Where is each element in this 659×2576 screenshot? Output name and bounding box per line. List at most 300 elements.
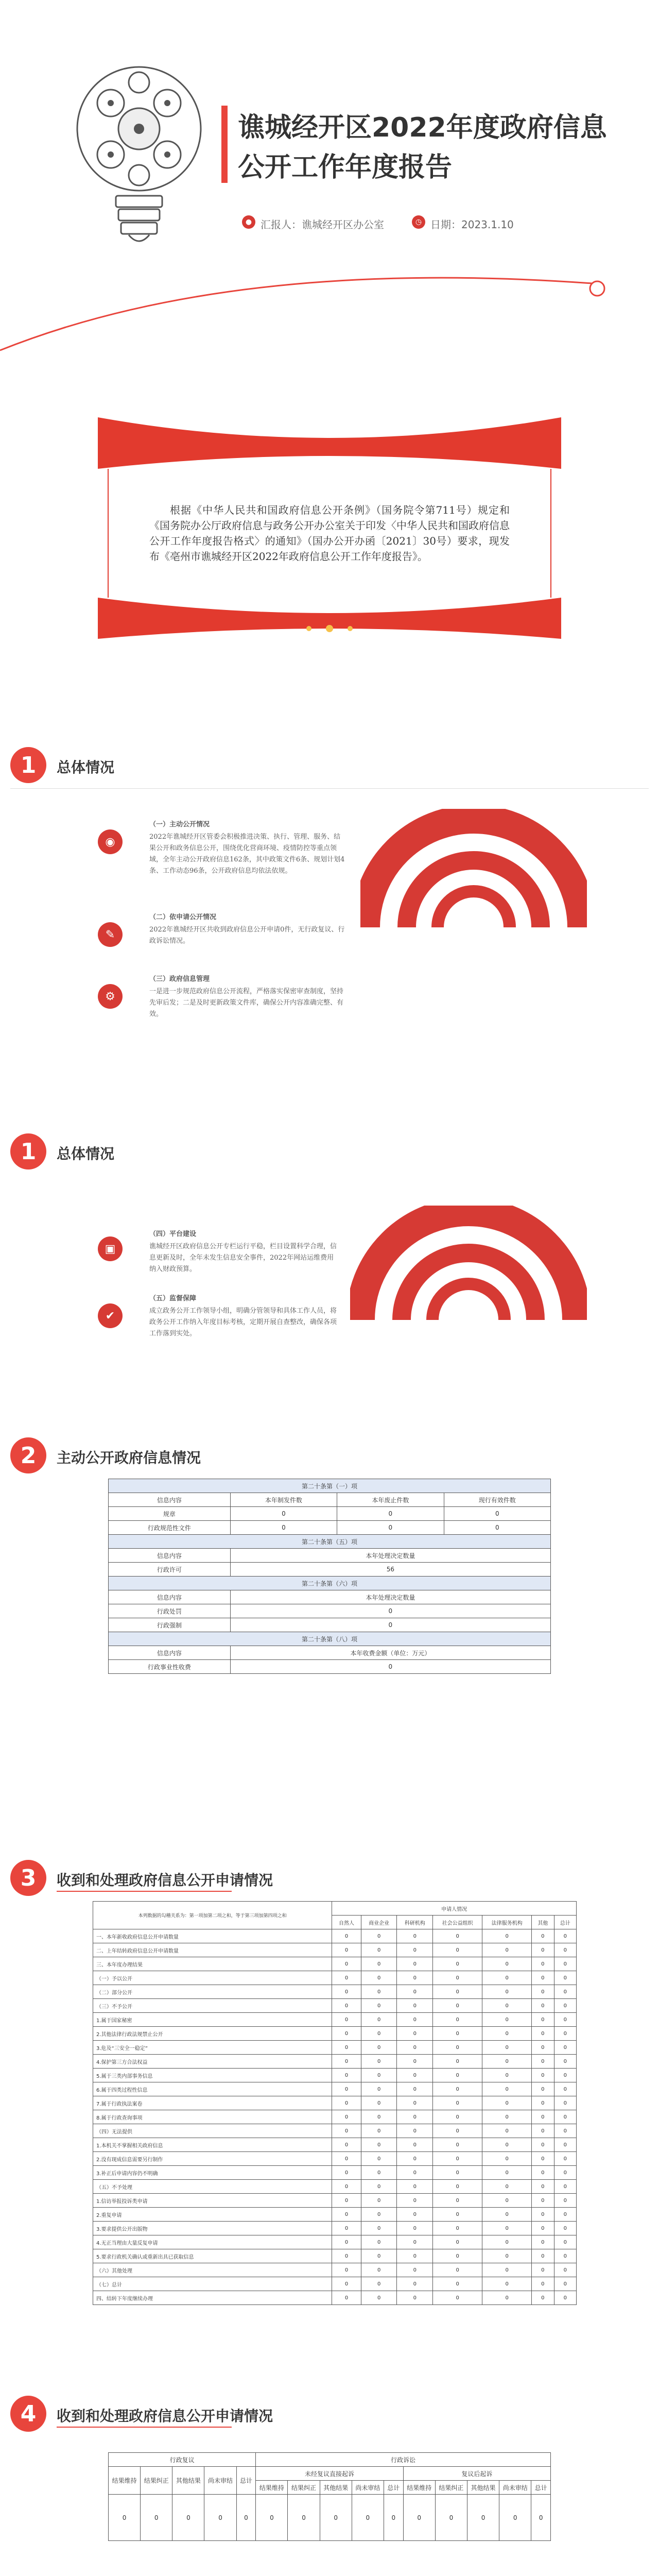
s3-cell: 0 [433,2194,482,2208]
s3-cell: 0 [397,2096,433,2110]
s3-cell: 0 [433,1999,482,2013]
s3-cell: 0 [554,2082,576,2096]
s3-cell: 0 [532,2263,554,2277]
s3-cell: 0 [554,1985,576,1999]
s3-cell: 0 [554,2277,576,2291]
s3-cell: 0 [554,2041,576,2055]
s2-r1-1-2: 0 [337,1521,444,1535]
s3-cell: 0 [397,2263,433,2277]
s3-cell: 0 [332,1943,361,1957]
s3-cell: 0 [532,1985,554,1999]
s3-cell: 0 [361,2235,397,2249]
s3-cell: 0 [361,2277,397,2291]
s3-cell: 0 [554,2180,576,2194]
s3-row-label: 1.属于国家秘密 [93,2013,332,2027]
s3-cell: 0 [361,2055,397,2069]
s3-cell: 0 [482,2027,532,2041]
s3-cell: 0 [397,1999,433,2013]
s2-r1-0-1: 0 [230,1507,337,1521]
s3-cell: 0 [361,2263,397,2277]
s3-cell: 0 [397,1943,433,1957]
section3-rule [57,1891,232,1892]
s2-r1-0-3: 0 [444,1507,550,1521]
s3-cell: 0 [482,2013,532,2027]
s3-cell: 0 [332,1985,361,1999]
s3-cell: 0 [433,2277,482,2291]
table-row [93,2069,577,2082]
s4-cell: 0 [384,2495,403,2541]
s3-cell: 0 [397,2110,433,2124]
s1b-p1-head: （四）平台建设 [149,1230,197,1238]
s3-cell: 0 [332,2082,361,2096]
s3-cell: 0 [433,2110,482,2124]
apply-icon: ✎ [98,922,123,947]
s3-cell: 0 [397,2249,433,2263]
clock-icon: ◷ [412,215,425,229]
s3-cell: 0 [433,2013,482,2027]
table-row [93,2277,577,2291]
s3-cell: 0 [482,2263,532,2277]
s1-p2-body: 2022年谯城经开区共收到政府信息公开申请0件，无行政复议、行政诉讼情况。 [149,926,345,945]
s3-cell: 0 [361,2110,397,2124]
s3-col-3: 社会公益组织 [433,1916,482,1929]
s4-cell: 0 [320,2495,352,2541]
s3-row-label: 1.本机关不掌握相关政府信息 [93,2138,332,2152]
s3-cell: 0 [554,1971,576,1985]
table-row [93,2263,577,2277]
s3-row-label: （七）总计 [93,2277,332,2291]
s1-p3-body: 一是进一步规范政府信息公开流程，严格落实保密审查制度，坚持先审后发；二是及时更新政策文件库，确保公开内容准确完整、有效。 [149,988,344,1018]
s3-cell: 0 [433,1943,482,1957]
s3-cell: 0 [361,1943,397,1957]
s3-cell: 0 [554,2055,576,2069]
s3-cell: 0 [482,2194,532,2208]
s3-cell: 0 [397,2222,433,2235]
s3-cell: 0 [433,2235,482,2249]
cover-reporter: 汇报人：谯城经开区办公室 [261,218,384,231]
s3-cell: 0 [482,1971,532,1985]
s3-cell: 0 [532,1929,554,1943]
s2-h2-1: 本年处理决定数量 [230,1549,550,1563]
s3-cell: 0 [554,2194,576,2208]
s3-row-label: 7.属于行政执法案卷 [93,2096,332,2110]
s3-cell: 0 [482,2235,532,2249]
cover-title-line2: 公开工作年度报告 [238,152,453,183]
s3-cell: 0 [433,2082,482,2096]
s3-cell: 0 [397,2027,433,2041]
s4-g1-sub2: 其他结果 [172,2467,204,2495]
s4-g1: 行政复议 [109,2453,256,2467]
s3-cell: 0 [532,2152,554,2166]
s4-g1-sub3: 尚未审结 [204,2467,236,2495]
s3-cell: 0 [554,1999,576,2013]
s2-r4-0-0: 行政事业性收费 [109,1660,231,1674]
s3-cell: 0 [554,1929,576,1943]
s3-cell: 0 [332,1999,361,2013]
s3-cell: 0 [554,2166,576,2180]
s3-cell: 0 [433,2180,482,2194]
s3-cell: 0 [361,1929,397,1943]
s3-table [93,1901,577,2305]
s3-cell: 0 [332,2124,361,2138]
s3-cell: 0 [433,1971,482,1985]
s3-cell: 0 [332,2096,361,2110]
s3-cell: 0 [332,2055,361,2069]
s3-cell: 0 [332,2208,361,2222]
s3-cell: 0 [361,2166,397,2180]
s3-cell: 0 [361,1971,397,1985]
s3-cell: 0 [532,1957,554,1971]
s3-cell: 0 [482,1985,532,1999]
s2-h1-1: 本年制发件数 [230,1493,337,1507]
s3-cell: 0 [332,1971,361,1985]
s3-cell: 0 [361,2152,397,2166]
s3-row-label: 2.重复申请 [93,2208,332,2222]
s3-cell: 0 [397,2124,433,2138]
s1-p3-head: （三）政府信息管理 [149,975,210,983]
s3-row-label: （六）其他处理 [93,2263,332,2277]
s3-cell: 0 [532,2096,554,2110]
s3-cell: 0 [532,2055,554,2069]
s3-cell: 0 [332,2180,361,2194]
s3-cell: 0 [433,2166,482,2180]
s3-cell: 0 [361,1957,397,1971]
s3-cell: 0 [482,2222,532,2235]
s3-cell: 0 [361,2194,397,2208]
table-row [93,1957,577,1971]
table-row [93,2166,577,2180]
s4-g2a-sub1: 结果纠正 [288,2481,320,2495]
s2-h4-0: 信息内容 [109,1646,231,1660]
s2-r3-1-0: 行政强制 [109,1618,231,1632]
s2-r1-1-1: 0 [230,1521,337,1535]
manage-icon: ⚙ [98,984,123,1009]
s3-cell: 0 [397,2180,433,2194]
s3-cell: 0 [532,2277,554,2291]
s3-cell: 0 [554,2235,576,2249]
s3-cell: 0 [361,2096,397,2110]
s3-cell: 0 [532,2069,554,2082]
table-row [93,2152,577,2166]
s4-g2b: 复议后起诉 [403,2467,550,2481]
s3-cell: 0 [433,1957,482,1971]
s2-band3: 第二十条第（六）项 [109,1577,551,1590]
s2-band2: 第二十条第（五）项 [109,1535,551,1549]
s3-cell: 0 [361,2222,397,2235]
s3-cell: 0 [332,2263,361,2277]
section4-number: 4 [10,2396,46,2432]
s3-cell: 0 [361,1985,397,1999]
s3-col-0: 自然人 [332,1916,361,1929]
s3-cell: 0 [482,2110,532,2124]
s2-r3-0-1: 0 [230,1604,550,1618]
s2-r1-1-0: 行政规范性文件 [109,1521,231,1535]
s3-cell: 0 [532,2291,554,2305]
scroll-section [0,371,659,701]
s3-cell: 0 [554,2027,576,2041]
s3-cell: 0 [397,2277,433,2291]
s1-p1-head: （一）主动公开情况 [149,821,210,828]
s4-g2b-sub4: 总计 [531,2481,551,2495]
s3-cell: 0 [397,2291,433,2305]
s4-cell: 0 [256,2495,288,2541]
s3-cell: 0 [332,2041,361,2055]
s2-r1-0-2: 0 [337,1507,444,1521]
s1b-p2-body: 成立政务公开工作领导小组，明确分管领导和具体工作人员，将政务公开工作纳入年度目标考核，定期开展自查整改，确保各项工作落到实处。 [149,1307,337,1337]
s3-row-label: 二、上年结转政府信息公开申请数量 [93,1943,332,1957]
s4-g2b-sub0: 结果维持 [403,2481,435,2495]
s3-cell: 0 [397,2041,433,2055]
s3-cell: 0 [532,1943,554,1957]
s3-cell: 0 [433,2249,482,2263]
s3-cell: 0 [361,2013,397,2027]
table-row [93,2041,577,2055]
s3-row-label: 4.保护第三方合法权益 [93,2055,332,2069]
s3-cell: 0 [433,2208,482,2222]
s3-cell: 0 [433,2138,482,2152]
s3-cell: 0 [554,1957,576,1971]
table-row [93,2180,577,2194]
s3-cell: 0 [532,2235,554,2249]
s3-cell: 0 [482,1929,532,1943]
s3-cell: 0 [532,2249,554,2263]
s3-cell: 0 [482,2249,532,2263]
s3-cell: 0 [332,2138,361,2152]
s3-row-label: 3.要求提供公开出版物 [93,2222,332,2235]
s3-cell: 0 [532,1999,554,2013]
s3-applicant-head: 申请人情况 [332,1902,577,1916]
s3-cell: 0 [332,2291,361,2305]
s4-cell: 0 [172,2495,204,2541]
s3-cell: 0 [397,2152,433,2166]
s3-cell: 0 [532,2082,554,2096]
s3-cell: 0 [482,2069,532,2082]
s3-cell: 0 [554,1943,576,1957]
s3-cell: 0 [433,2222,482,2235]
s3-cell: 0 [532,2180,554,2194]
cover-section [0,0,659,371]
s3-cell: 0 [433,2055,482,2069]
s4-g2b-sub1: 结果纠正 [435,2481,467,2495]
table-row [93,2208,577,2222]
section4-rule [57,2427,232,2428]
cover-date: 日期：2023.1.10 [430,218,514,231]
section1b-number: 1 [10,1133,46,1170]
s4-cell: 0 [531,2495,551,2541]
s3-cell: 0 [361,2027,397,2041]
section1b-title: 总体情况 [57,1145,115,1162]
table-row [93,2194,577,2208]
s3-cell: 0 [433,1929,482,1943]
s3-row-label: 一、本年新收政府信息公开申请数量 [93,1929,332,1943]
s3-cell: 0 [397,2166,433,2180]
s2-table [108,1479,551,1674]
table-row [93,2138,577,2152]
s3-row-label: 2.没有现成信息需要另行制作 [93,2152,332,2166]
s3-row-label: 1.信访举报投诉类申请 [93,2194,332,2208]
s3-row-label: 3.危及“三安全一稳定” [93,2041,332,2055]
s3-row-label: （三）不予公开 [93,1999,332,2013]
s3-cell: 0 [482,2208,532,2222]
s2-band4: 第二十条第（八）项 [109,1632,551,1646]
s3-cell: 0 [532,1971,554,1985]
s1-p2-head: （二）依申请公开情况 [149,913,217,921]
s4-cell: 0 [352,2495,384,2541]
table-row [93,1971,577,1985]
table-row [93,2027,577,2041]
s4-cell: 0 [467,2495,499,2541]
s3-cell: 0 [397,2055,433,2069]
s3-row-label: 3.补正后申请内容仍不明确 [93,2166,332,2180]
s4-g2a-sub0: 结果维持 [256,2481,288,2495]
s4-g2b-sub2: 其他结果 [467,2481,499,2495]
s3-cell: 0 [361,2249,397,2263]
s2-band1: 第二十条第（一）项 [109,1479,551,1493]
s3-cell: 0 [397,2194,433,2208]
s3-cell: 0 [332,2069,361,2082]
cover-red-accent [221,106,228,183]
s4-g2a: 未经复议直接起诉 [256,2467,403,2481]
s3-cell: 0 [433,2096,482,2110]
s3-row-label: 5.要求行政机关确认或重新出具已获取信息 [93,2249,332,2263]
table-row [93,1999,577,2013]
s2-h3-1: 本年处理决定数量 [230,1590,550,1604]
s3-cell: 0 [397,1985,433,1999]
s3-cell: 0 [433,2291,482,2305]
s4-g2: 行政诉讼 [256,2453,551,2467]
s3-row-label: （四）无法提供 [93,2124,332,2138]
section2-number: 2 [10,1437,46,1473]
s3-cell: 0 [554,2208,576,2222]
table-row [93,2222,577,2235]
s3-cell: 0 [554,2138,576,2152]
s3-cell: 0 [332,2249,361,2263]
s3-cell: 0 [554,2069,576,2082]
s3-cell: 0 [361,2069,397,2082]
s3-cell: 0 [554,2291,576,2305]
cover-red-curve [0,247,659,371]
s3-cell: 0 [397,1929,433,1943]
s3-cell: 0 [532,2166,554,2180]
s3-cell: 0 [332,2166,361,2180]
s3-col-4: 法律服务机构 [482,1916,532,1929]
s4-cell: 0 [141,2495,172,2541]
s4-g2b-sub3: 尚未审结 [499,2481,531,2495]
s2-h1-0: 信息内容 [109,1493,231,1507]
s2-r4-0-1: 0 [230,1660,550,1674]
s2-r3-0-0: 行政处罚 [109,1604,231,1618]
s3-cell: 0 [482,1999,532,2013]
s3-cell: 0 [554,2263,576,2277]
s2-r3-1-1: 0 [230,1618,550,1632]
user-icon: ● [242,215,255,229]
table-row [93,1985,577,1999]
table-row [93,2235,577,2249]
s3-cell: 0 [332,2222,361,2235]
s3-cell: 0 [433,1985,482,1999]
s3-col-head: 本列数据的勾稽关系为：第一项加第二项之和，等于第三项加第四项之和 [93,1902,332,1929]
s3-cell: 0 [532,2124,554,2138]
s2-r2-0-1: 56 [230,1563,550,1577]
section2-title: 主动公开政府信息情况 [57,1449,201,1466]
s3-row-label: 四、结转下年度继续办理 [93,2291,332,2305]
s3-cell: 0 [532,2027,554,2041]
s3-row-label: 三、本年度办理结果 [93,1957,332,1971]
s3-cell: 0 [482,2152,532,2166]
table-row [93,2013,577,2027]
s3-row-label: （五）不予处理 [93,2180,332,2194]
table-row [93,2082,577,2096]
s3-cell: 0 [482,2166,532,2180]
s3-cell: 0 [532,2194,554,2208]
s2-r1-0-0: 规章 [109,1507,231,1521]
s3-cell: 0 [554,2152,576,2166]
s3-cell: 0 [397,2138,433,2152]
s3-cell: 0 [332,2110,361,2124]
s3-row-label: 8.属于行政查询事项 [93,2110,332,2124]
s3-cell: 0 [361,2291,397,2305]
table-row [93,2249,577,2263]
s3-col-1: 商业企业 [361,1916,397,1929]
s4-cell: 0 [403,2495,435,2541]
s3-row-label: （一）予以公开 [93,1971,332,1985]
s3-cell: 0 [332,2194,361,2208]
table-row [93,1929,577,1943]
s2-h2-0: 信息内容 [109,1549,231,1563]
s3-cell: 0 [482,1943,532,1957]
public-icon: ◉ [98,829,123,854]
s3-cell: 0 [361,2138,397,2152]
s3-cell: 0 [433,2069,482,2082]
table-row [93,2124,577,2138]
s3-row-label: 2.其他法律行政法规禁止公开 [93,2027,332,2041]
s3-cell: 0 [482,2291,532,2305]
s3-cell: 0 [397,2069,433,2082]
s2-h4-1: 本年收费金额（单位：万元） [230,1646,550,1660]
s2-h1-3: 现行有效件数 [444,1493,550,1507]
cover-title-line1: 谯城经开区2022年度政府信息 [238,112,607,143]
s3-cell: 0 [332,1957,361,1971]
s3-cell: 0 [554,2249,576,2263]
s3-cell: 0 [433,2041,482,2055]
s3-cell: 0 [397,2082,433,2096]
s3-row-label: 4.无正当理由大量反复申请 [93,2235,332,2249]
s3-cell: 0 [532,2222,554,2235]
s1b-p1-body: 谯城经开区政府信息公开专栏运行平稳，栏目设置科学合理，信息更新及时，全年未发生信息安全事件，2022年网站运维费用纳入财政预算。 [149,1243,337,1273]
s3-cell: 0 [332,2152,361,2166]
s3-cell: 0 [482,2041,532,2055]
s3-cell: 0 [332,2277,361,2291]
s2-h1-2: 本年废止件数 [337,1493,444,1507]
s3-cell: 0 [554,2124,576,2138]
s2-h3-0: 信息内容 [109,1590,231,1604]
s3-cell: 0 [433,2027,482,2041]
platform-icon: ▣ [98,1236,123,1261]
table-row [93,2096,577,2110]
section1-number: 1 [10,747,46,783]
s3-col-2: 科研机构 [397,1916,433,1929]
s3-cell: 0 [397,1971,433,1985]
table-row [93,1943,577,1957]
s3-cell: 0 [482,2055,532,2069]
s4-cell: 0 [204,2495,236,2541]
s4-g2a-sub4: 总计 [384,2481,403,2495]
s3-cell: 0 [482,2082,532,2096]
section1-title: 总体情况 [57,759,115,776]
supervise-icon: ✔ [98,1303,123,1328]
s3-cell: 0 [482,1957,532,1971]
s3-col-6: 总计 [554,1916,576,1929]
